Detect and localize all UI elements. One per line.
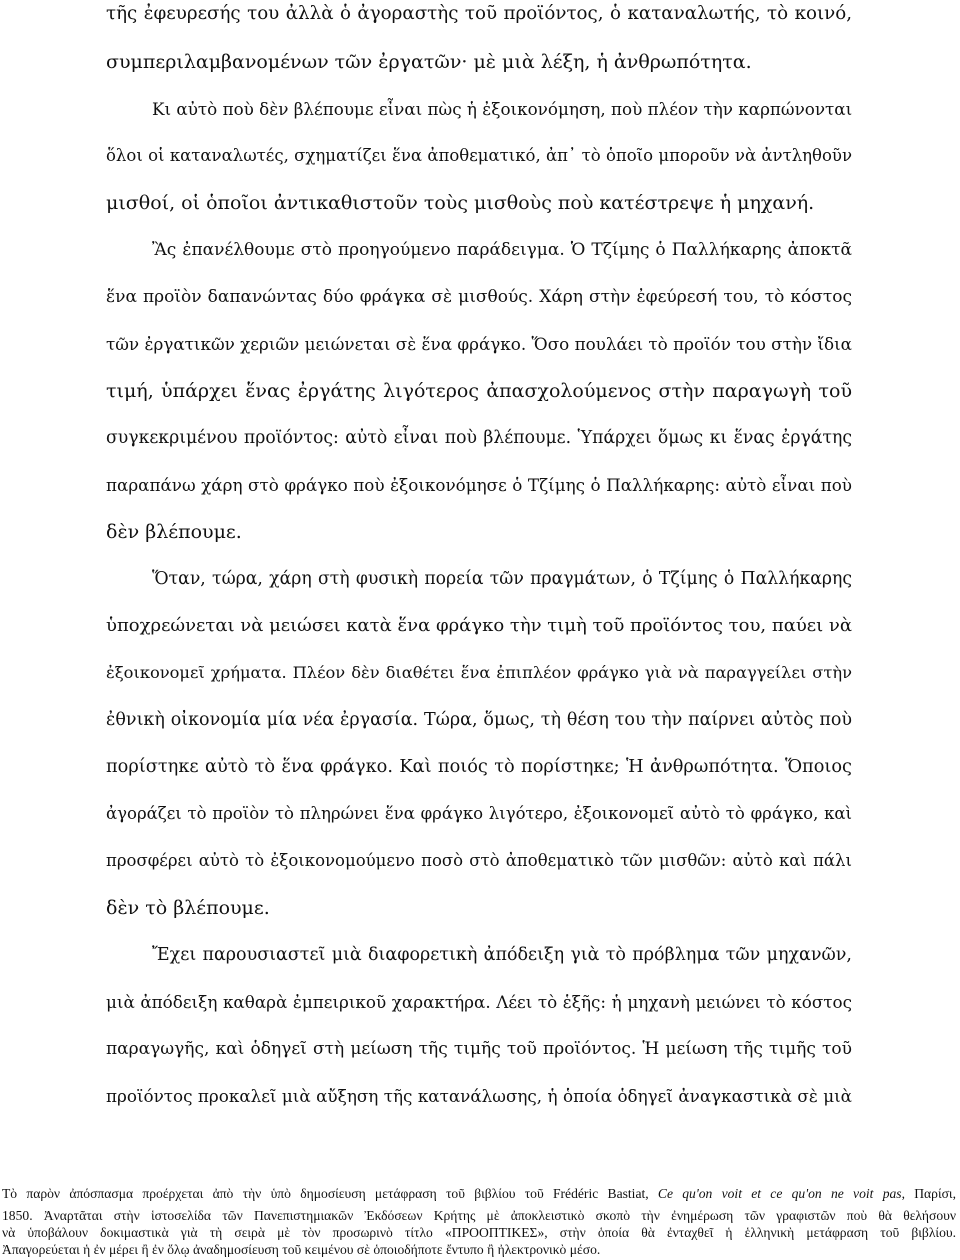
body-line: ἐθνικὴ οἰκονομία μία νέα ἐργασία. Τώρα, ὅμως, τὴ θέση του τὴν παίρνει αὐτὸς ποὺ <box>106 710 852 730</box>
body-line: ὅλοι οἱ καταναλωτές, σχηματίζει ἕνα ἀποθεματικό, ἀπ᾽ τὸ ὁποῖο μποροῦν νὰ ἀντληθοῦν <box>106 146 852 165</box>
body-line: τῶν ἐργατικῶν χεριῶν μειώνεται σὲ ἕνα φράγκο. Ὅσο πουλάει τὸ προϊόν του στὴν ἴδια <box>106 334 852 354</box>
body-line: τιμή, ὑπάρχει ἕνας ἐργάτης λιγότερος ἀπασχολούμενος στὴν παραγωγὴ τοῦ <box>106 380 852 402</box>
body-line: μισθοί, οἱ ὁποῖοι ἀντικαθιστοῦν τοὺς μισθοὺς ποὺ κατέστρεψε ἡ μηχανή. <box>106 192 815 214</box>
body-line: συγκεκριμένου προϊόντος: αὐτὸ εἶναι ποὺ βλέπουμε. Ὑπάρχει ὅμως κι ἕνας ἐργάτης <box>106 428 852 448</box>
body-line: ὑποχρεώνεται νὰ μειώσει κατὰ ἕνα φράγκο τὴν τιμὴ τοῦ προϊόντος του, παύει νὰ <box>106 615 852 636</box>
footnote-text: , Παρίσι, <box>901 1186 956 1201</box>
footnote-line-2: 1850. Ἀναρτᾶται στὴν ἱστοσελίδα τῶν Πανεπιστημιακῶν Ἐκδόσεων Κρήτης μὲ ἀποκλειστικὸ σκοπὸ τὴν ἐνημέρωση τῶν γραφιστῶν ποὺ θὰ θελήσουν <box>2 1208 956 1223</box>
book-title: Ce qu'on voit et ce qu'on ne voit pas <box>657 1186 902 1201</box>
body-line: Ὅταν, τώρα, χάρη στὴ φυσικὴ πορεία τῶν πραγμάτων, ὁ Τζίμης ὁ Παλλήκαρης <box>152 569 852 589</box>
body-line: παραγωγῆς, καὶ ὁδηγεῖ στὴ μείωση τῆς τιμῆς τοῦ προϊόντος. Ἡ μείωση τῆς τιμῆς τοῦ <box>106 1039 852 1059</box>
body-line: προϊόντος προκαλεῖ μιὰ αὔξηση τῆς κατανάλωσης, ἡ ὁποία ὁδηγεῖ ἀναγκαστικὰ σὲ μιὰ <box>106 1086 852 1106</box>
body-line: Κι αὐτὸ ποὺ δὲν βλέπουμε εἶναι πὼς ἡ ἐξοικονόμηση, ποὺ πλέον τὴν καρπώνονται <box>152 99 853 119</box>
body-line: τῆς ἐφευρεσής του ἀλλὰ ὁ ἀγοραστὴς τοῦ προϊόντος, ὁ καταναλωτής, τὸ κοινό, <box>106 3 852 24</box>
footnote-line-3: νὰ ὑποβάλουν δοκιμαστικὰ γιὰ τὴ σειρὰ μὲ τὸν προσωρινὸ τίτλο «ΠΡΟΟΠΤΙΚΕΣ», στὴν ὁποία θὰ ἐνταχθεῖ ἡ ἑλληνικὴ μετάφραση τοῦ βιβλίου. <box>2 1225 956 1240</box>
body-line: ἕνα προϊὸν δαπανώντας δύο φράγκα σὲ μισθούς. Χάρη στὴν ἐφεύρεσή του, τὸ κόστος <box>106 287 852 307</box>
body-line: παραπάνω χάρη στὸ φράγκο ποὺ ἐξοικονόμησε ὁ Τζίμης ὁ Παλλήκαρης: αὐτὸ εἶναι ποὺ <box>106 475 852 495</box>
body-line: μιὰ ἀπόδειξη καθαρὰ ἐμπειρικοῦ χαρακτήρα. Λέει τὸ ἑξῆς: ἡ μηχανὴ μειώνει τὸ κόστος <box>106 992 852 1012</box>
body-line: δὲν βλέπουμε. <box>106 521 242 543</box>
body-line: Ἂς ἐπανέλθουμε στὸ προηγούμενο παράδειγμα. Ὁ Τζίμης ὁ Παλλήκαρης ἀποκτᾶ <box>152 240 852 260</box>
footnote-text: Τὸ παρὸν ἀπόσπασμα προέρχεται ἀπὸ τὴν ὑπὸ δημοσίευση μετάφραση τοῦ βιβλίου τοῦ Frédéric Bastiat, <box>2 1186 658 1201</box>
body-line: δὲν τὸ βλέπουμε. <box>106 897 270 919</box>
body-line: πορίστηκε αὐτὸ τὸ ἕνα φράγκο. Καὶ ποιός τὸ πορίστηκε; Ἡ ἀνθρωπότητα. Ὅποιος <box>106 757 852 777</box>
footnote-line-4: Ἀπαγορεύεται ἡ ἐν μέρει ἢ ἐν ὅλῳ ἀναδημοσίευση τοῦ κειμένου σὲ ὁποιοδήποτε ἔντυπο ἢ ἠλεκτρονικὸ μέσο. <box>2 1242 601 1257</box>
body-line: συμπεριλαμβανομένων τῶν ἐργατῶν· μὲ μιὰ λέξη, ἡ ἀνθρωπότητα. <box>106 51 752 73</box>
body-line: Ἔχει παρουσιαστεῖ μιὰ διαφορετικὴ ἀπόδειξη γιὰ τὸ πρόβλημα τῶν μηχανῶν, <box>152 945 852 965</box>
body-line: ἀγοράζει τὸ προϊὸν τὸ πληρώνει ἕνα φράγκο λιγότερο, ἐξοικονομεῖ αὐτὸ τὸ φράγκο, καὶ <box>106 804 852 823</box>
body-line: ἐξοικονομεῖ χρήματα. Πλέον δὲν διαθέτει ἕνα ἐπιπλέον φράγκο γιὰ νὰ παραγγείλει στὴν <box>106 663 852 682</box>
footnote-line-1 <box>2 1185 956 1203</box>
body-line: προσφέρει αὐτὸ τὸ ἐξοικονομούμενο ποσὸ στὸ ἀποθεματικὸ τῶν μισθῶν: αὐτὸ καὶ πάλι <box>106 851 852 870</box>
